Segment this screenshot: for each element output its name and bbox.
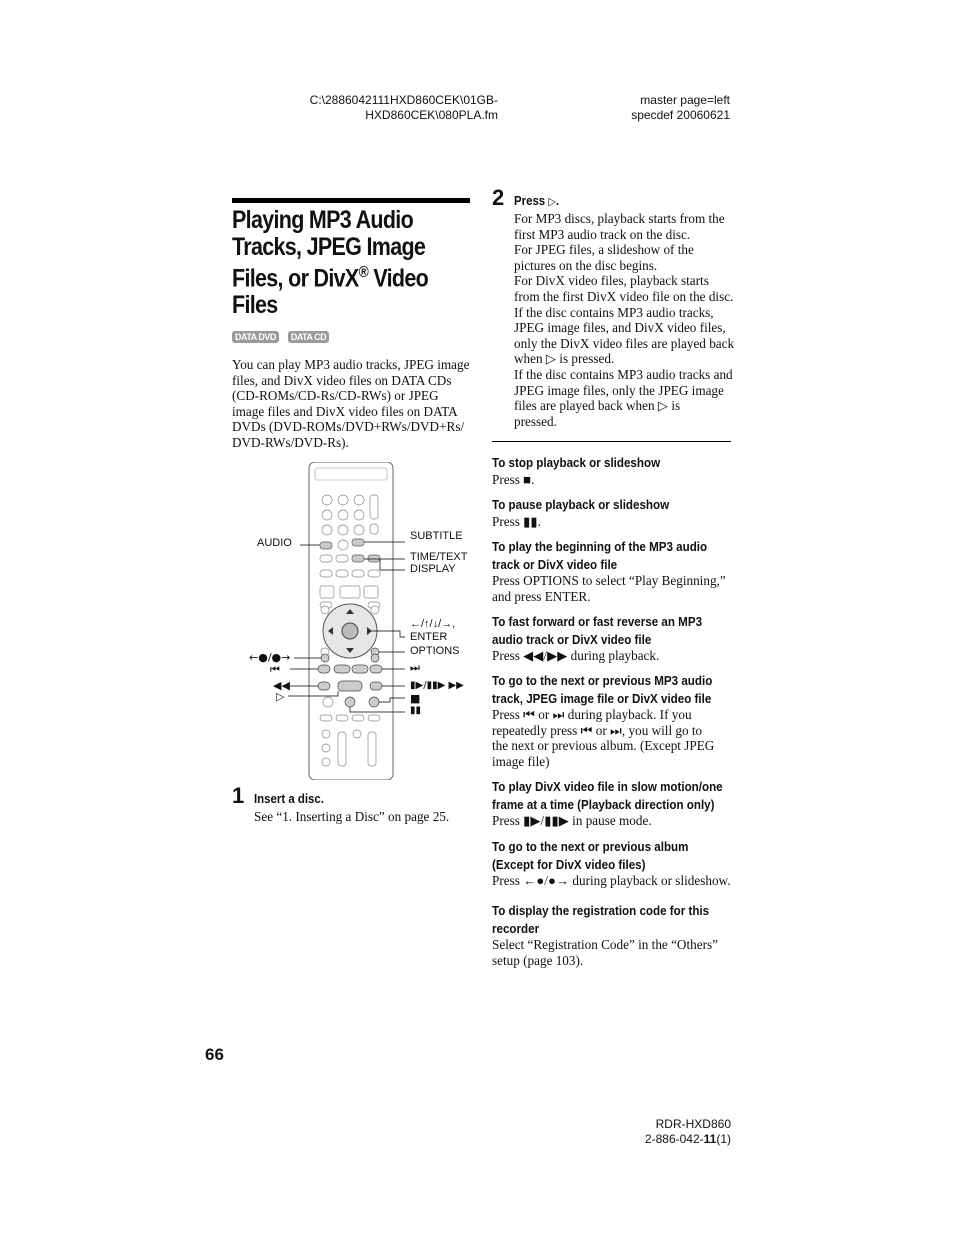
label-arrows: ←/↑/↓/→,: [410, 618, 456, 630]
label-prev: ⏮: [270, 663, 280, 676]
label-pause: ▮▮: [410, 705, 422, 716]
section-text: Press ■.: [492, 471, 535, 487]
label-options: OPTIONS: [410, 645, 460, 657]
album-minus-button: [321, 654, 329, 662]
label-stop: ■: [410, 692, 421, 705]
master-line1: master page=left: [640, 93, 730, 107]
subtitle-button: [352, 539, 364, 546]
pause-button: [345, 697, 355, 707]
label-subtitle: SUBTITLE: [410, 530, 463, 542]
section-registration: [492, 902, 737, 968]
section-heading: To display the registration code for this: [492, 903, 710, 918]
step-2-line: For JPEG files, a slideshow of the: [514, 242, 694, 258]
footer-code-bold: 11: [703, 1132, 717, 1146]
step-2-line: pressed.: [514, 413, 557, 429]
section-text: Press OPTIONS to select “Play Beginning,”: [492, 573, 726, 588]
section-heading: track or DivX video file: [492, 556, 618, 572]
footer-model: RDR-HXD860: [655, 1117, 731, 1131]
label-album: ←●/●→: [249, 651, 291, 664]
section-text: Press ◀◀/▶▶ during playback.: [492, 648, 660, 663]
section-text: setup (page 103).: [492, 952, 584, 968]
label-rew: ◀◀: [273, 679, 290, 692]
label-slow-ff: ▮▶/▮▮▶ ▶▶: [410, 680, 464, 691]
file-path: [280, 93, 498, 123]
step-2-line: JPEG image files, and DivX video files,: [514, 320, 726, 336]
label-time-text: TIME/TEXT: [410, 551, 468, 563]
section-heading: To play DivX video file in slow motion/one: [492, 779, 723, 794]
section-text: Press ⏮ or ⏭ during playback. If you: [492, 707, 692, 722]
section-album: [492, 838, 737, 889]
label-enter: ENTER: [410, 631, 448, 643]
section-heading: frame at a time (Playback direction only): [492, 796, 715, 812]
prev-button: [318, 665, 330, 673]
step-2-line: only the DivX video files are played back: [514, 335, 735, 351]
step-2-number: 2: [492, 185, 505, 210]
section-heading: recorder: [492, 920, 540, 936]
section-heading: (Except for DivX video files): [492, 856, 646, 872]
registered-mark: ®: [358, 264, 369, 281]
title-line3-b: Video: [368, 264, 429, 293]
section-heading: To go to the next or previous MP3 audio: [492, 673, 713, 688]
stop-button: [369, 697, 379, 707]
step-1-label: Insert a disc.: [254, 791, 324, 806]
step-2-line: first MP3 audio track on the disc.: [514, 226, 691, 242]
disc-type-badges: [232, 327, 334, 345]
section-text: the next or previous album. (Except JPEG: [492, 738, 715, 754]
section-fast-forward: [492, 613, 737, 664]
footer: [560, 1117, 731, 1147]
title-line3-a: Files, or DivX: [232, 264, 359, 293]
section-text: Select “Registration Code” in the “Others”: [492, 937, 718, 952]
section-text: Press ←●/●→ during playback or slideshow.: [492, 873, 731, 888]
audio-button: [320, 542, 332, 549]
badge-data-dvd: DATA DVD: [232, 331, 279, 343]
section-heading: To stop playback or slideshow: [492, 455, 661, 470]
label-display: DISPLAY: [410, 563, 456, 575]
title-line2: Tracks, JPEG Image: [232, 232, 426, 261]
footer-code-pre: 2-886-042-: [644, 1132, 704, 1146]
master-line2: specdef 20060621: [631, 108, 730, 122]
section-text: Press ▮▶/▮▮▶ in pause mode.: [492, 813, 652, 828]
title-line1: Playing MP3 Audio: [232, 206, 414, 234]
rew-button: [318, 682, 330, 690]
intro-paragraph: You can play MP3 audio tracks, JPEG image files, and DivX video files on DATA CDs (CD-ROMs/CD-Rs/CD-RWs) or JPEG image files and DivX video files on DATA DVDs (DVD-ROMs/DVD+RWs/DVD+Rs/ DVD-RWs/DVD-Rs).: [232, 357, 470, 450]
title-rule: [232, 198, 470, 203]
section-heading: audio track or DivX video file: [492, 631, 652, 647]
footer-code-post: (1): [716, 1132, 731, 1146]
section-text: and press ENTER.: [492, 588, 591, 604]
section-pause: [492, 496, 737, 529]
step-2-line: from the first DivX video file on the disc.: [514, 288, 734, 304]
time-text-button: [352, 555, 364, 562]
section-stop: [492, 454, 737, 487]
badge-data-cd: DATA CD: [288, 331, 329, 343]
section-heading: To pause playback or slideshow: [492, 497, 670, 512]
label-next: ⏭: [410, 661, 420, 674]
file-path-line1: C:\2886042111HXD860CEK\01GB-: [309, 93, 498, 107]
step-2-text: [514, 211, 736, 429]
master-page-info: [560, 93, 730, 123]
step-1-text: See “1. Inserting a Disc” on page 25.: [254, 809, 450, 824]
step-2-label-pre: Press: [514, 193, 549, 208]
section-next-previous: [492, 672, 737, 769]
section-text: repeatedly press ⏮ or ⏭, you will go to: [492, 722, 703, 738]
step-2-line: pictures on the disc begins.: [514, 257, 658, 273]
section-slow-motion: [492, 778, 737, 829]
step-1-number: 1: [232, 783, 245, 808]
footer-code: [560, 1132, 731, 1147]
step-2-label: [514, 193, 559, 208]
step-2-line: For DivX video files, playback starts: [514, 273, 709, 289]
step-2-line: JPEG image files, only the JPEG image: [514, 382, 724, 398]
label-audio: AUDIO: [257, 537, 292, 549]
step-2-label-post: .: [555, 193, 560, 208]
title-line4: Files: [232, 290, 278, 319]
page-title: [232, 207, 428, 318]
step-2-line: If the disc contains MP3 audio tracks and: [514, 366, 733, 382]
label-play: ▷: [276, 690, 285, 703]
file-path-line2: HXD860CEK\080PLA.fm: [365, 108, 498, 122]
step-2-line: when ▷ is pressed.: [514, 351, 615, 367]
title-line3: [232, 260, 428, 292]
section-heading: To play the beginning of the MP3 audio: [492, 539, 708, 554]
section-heading: track, JPEG image file or DivX video file: [492, 690, 712, 706]
section-divider: [492, 441, 731, 442]
section-heading: To fast forward or fast reverse an MP3: [492, 614, 703, 629]
step-2-line: files are played back when ▷ is: [514, 398, 681, 414]
play-button: [338, 681, 362, 691]
next-button: [370, 665, 382, 673]
ff-button: [370, 682, 382, 690]
section-heading: To go to the next or previous album: [492, 839, 689, 854]
step-2-line: For MP3 discs, playback starts from the: [514, 211, 725, 226]
step-2-line: If the disc contains MP3 audio tracks,: [514, 304, 714, 320]
section-text: image file): [492, 753, 550, 769]
section-play-beginning: [492, 538, 737, 604]
page-number: 66: [205, 1045, 224, 1064]
section-text: Press ▮▮.: [492, 513, 541, 529]
play-icon: ▷: [548, 195, 556, 208]
